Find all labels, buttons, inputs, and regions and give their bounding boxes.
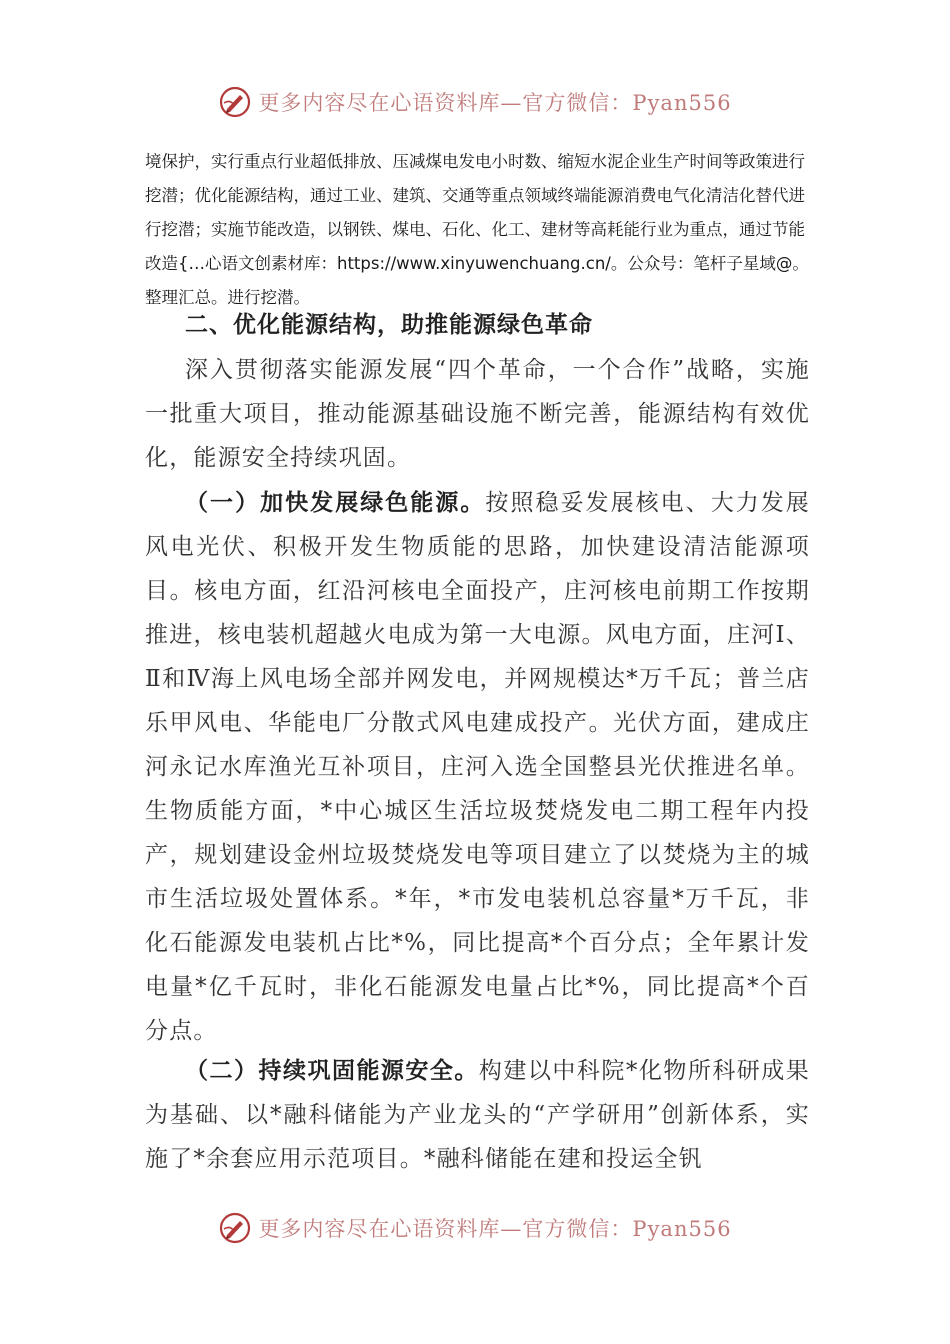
footer-watermark-banner	[0, 1208, 950, 1248]
banner-text: 更多内容尽在心语资料库—官方微信：Pyan556	[258, 1217, 732, 1241]
pen-logo-icon	[218, 1211, 252, 1245]
paragraph-3-block	[145, 1049, 810, 1181]
paragraph-1-block	[145, 348, 810, 480]
paragraph-2-lead: （一）加快发展绿色能源。	[185, 490, 486, 516]
paragraph-3-text: 构建以中科院*化物所科研成果为基础、以*融科储能为产业龙头的“产学研用”创新体系，实施了*余套应用示范项目。*融科储能在建和投运全钒	[145, 1058, 810, 1172]
paragraph-2	[145, 481, 810, 1053]
banner-text: 更多内容尽在心语资料库—官方微信：Pyan556	[258, 91, 732, 115]
paragraph-3	[145, 1049, 810, 1181]
header-watermark-banner	[0, 82, 950, 122]
intro-paragraph: 境保护，实行重点行业超低排放、压减煤电发电小时数、缩短水泥企业生产时间等政策进行挖潜；优化能源结构，通过工业、建筑、交通等重点领域终端能源消费电气化清洁化替代进行挖潜；实施节能改造，以钢铁、煤电、石化、化工、建材等高耗能行业为重点，通过节能改造{…心语文创素材库：https://www.xinyuwenchuang.cn/。公众号：笔杆子星域@。整理汇总。进行挖潜。	[145, 152, 809, 307]
paragraph-2-block	[145, 481, 810, 1053]
intro-paragraph-block	[145, 145, 810, 315]
pen-logo-icon	[218, 85, 252, 119]
paragraph-1: 深入贯彻落实能源发展“四个革命，一个合作”战略，实施一批重大项目，推动能源基础设施不断完善，能源结构有效优化，能源安全持续巩固。	[145, 357, 810, 471]
paragraph-3-lead: （二）持续巩固能源安全。	[185, 1058, 479, 1084]
section-heading: 二、优化能源结构，助推能源绿色革命	[185, 312, 593, 338]
paragraph-2-text: 按照稳妥发展核电、大力发展风电光伏、积极开发生物质能的思路，加快建设清洁能源项目。核电方面，红沿河核电全面投产，庄河核电前期工作按期推进，核电装机超越火电成为第一大电源。风电方面，庄河Ⅰ、Ⅱ和Ⅳ海上风电场全部并网发电，并网规模达*万千瓦；普兰店乐甲风电、华能电厂分散式风电建成投产。光伏方面，建成庄河永记水库渔光互补项目，庄河入选全国整县光伏推进名单。生物质能方面，*中心城区生活垃圾焚烧发电二期工程年内投产，规划建设金州垃圾焚烧发电等项目建立了以焚烧为主的城市生活垃圾处置体系。*年，*市发电装机总容量*万千瓦，非化石能源发电装机占比*%，同比提高*个百分点；全年累计发电量*亿千瓦时，非化石能源发电量占比*%，同比提高*个百分点。	[145, 490, 810, 1044]
